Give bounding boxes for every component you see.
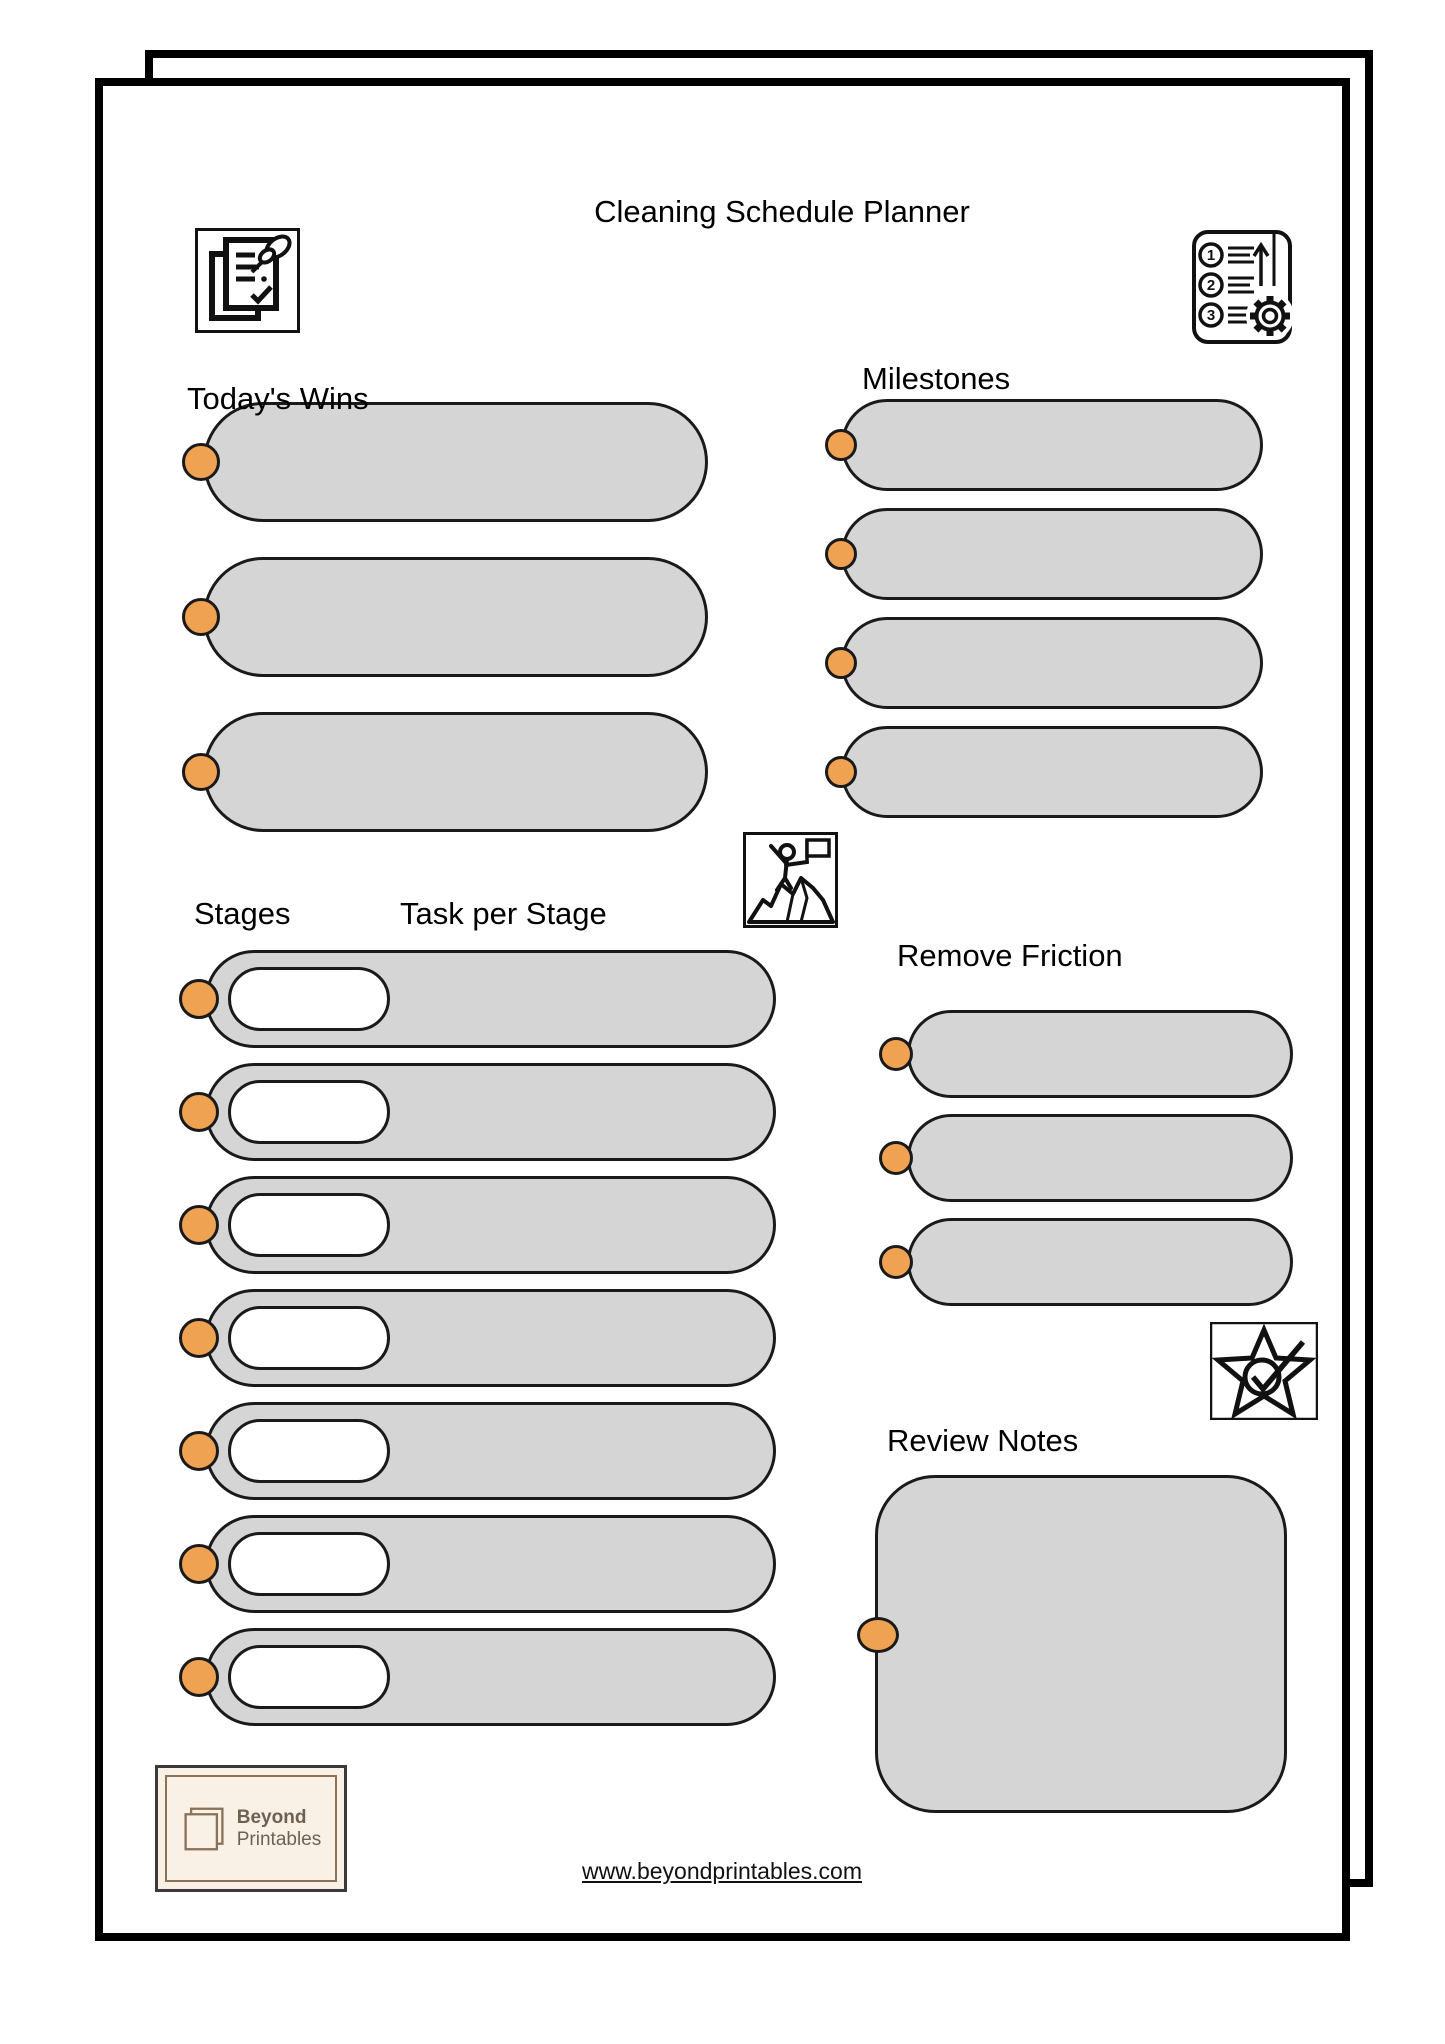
review-notes-heading: Review Notes bbox=[887, 1423, 1079, 1458]
stage-name-field[interactable] bbox=[228, 1419, 390, 1483]
bullet-marker bbox=[857, 1617, 899, 1653]
website-link[interactable]: www.beyondprintables.com bbox=[582, 1858, 862, 1884]
win-slot[interactable] bbox=[203, 557, 708, 677]
bullet-marker bbox=[179, 1205, 219, 1245]
brand-logo bbox=[155, 1765, 347, 1892]
bullet-marker bbox=[825, 429, 857, 461]
task-per-stage-heading: Task per Stage bbox=[400, 896, 607, 931]
friction-slot[interactable] bbox=[907, 1114, 1293, 1202]
bullet-marker bbox=[179, 1092, 219, 1132]
remove-friction-slots bbox=[907, 1010, 1293, 1306]
bullet-marker bbox=[825, 647, 857, 679]
stage-name-field[interactable] bbox=[228, 1080, 390, 1144]
bullet-marker bbox=[179, 1318, 219, 1358]
remove-friction-heading: Remove Friction bbox=[897, 938, 1123, 973]
todays-wins-slots bbox=[203, 402, 708, 832]
bullet-marker bbox=[879, 1037, 913, 1071]
milestone-slot[interactable] bbox=[841, 399, 1263, 491]
bullet-marker bbox=[825, 756, 857, 788]
checklist-pin-icon bbox=[195, 228, 300, 333]
stage-task-slot[interactable] bbox=[205, 1515, 776, 1613]
mountain-summit-flag-icon bbox=[743, 832, 838, 928]
bullet-marker bbox=[182, 598, 220, 636]
star-check-icon bbox=[1210, 1322, 1318, 1420]
milestone-slot[interactable] bbox=[841, 508, 1263, 600]
bullet-marker bbox=[182, 443, 220, 481]
stage-name-field[interactable] bbox=[228, 967, 390, 1031]
milestone-slot[interactable] bbox=[841, 726, 1263, 818]
stage-task-slot[interactable] bbox=[205, 1402, 776, 1500]
stage-name-field[interactable] bbox=[228, 1306, 390, 1370]
friction-slot[interactable] bbox=[907, 1010, 1293, 1098]
stage-name-field[interactable] bbox=[228, 1645, 390, 1709]
brand-logo-frame bbox=[165, 1775, 337, 1882]
bullet-marker bbox=[182, 753, 220, 791]
stage-task-slot[interactable] bbox=[205, 1176, 776, 1274]
win-slot[interactable] bbox=[203, 712, 708, 832]
stage-task-slot[interactable] bbox=[205, 1063, 776, 1161]
milestones-slots bbox=[841, 399, 1263, 818]
bullet-marker bbox=[179, 979, 219, 1019]
bullet-marker bbox=[179, 1431, 219, 1471]
numbered-steps-gear-icon bbox=[1188, 228, 1303, 346]
stacked-pages-icon bbox=[181, 1804, 227, 1854]
stage-task-slot[interactable] bbox=[205, 1628, 776, 1726]
review-notes-field[interactable] bbox=[875, 1475, 1287, 1813]
milestone-slot[interactable] bbox=[841, 617, 1263, 709]
brand-name-line1: Beyond bbox=[236, 1806, 307, 1828]
win-slot[interactable] bbox=[203, 402, 708, 522]
step-number-2: 2 bbox=[1206, 277, 1216, 294]
bullet-marker bbox=[879, 1141, 913, 1175]
step-number-1: 1 bbox=[1206, 247, 1216, 264]
bullet-marker bbox=[879, 1245, 913, 1279]
bullet-marker bbox=[825, 538, 857, 570]
brand-name bbox=[237, 1807, 322, 1851]
bullet-marker bbox=[179, 1657, 219, 1697]
stage-task-slot[interactable] bbox=[205, 950, 776, 1048]
step-number-3: 3 bbox=[1206, 307, 1216, 324]
friction-slot[interactable] bbox=[907, 1218, 1293, 1306]
stage-name-field[interactable] bbox=[228, 1532, 390, 1596]
stage-name-field[interactable] bbox=[228, 1193, 390, 1257]
brand-name-line2: Printables bbox=[236, 1828, 322, 1850]
stage-task-slot[interactable] bbox=[205, 1289, 776, 1387]
stages-slots bbox=[205, 950, 776, 1726]
stages-heading: Stages bbox=[194, 896, 291, 931]
milestones-heading: Milestones bbox=[862, 361, 1011, 396]
page-title: Cleaning Schedule Planner bbox=[594, 194, 970, 229]
bullet-marker bbox=[179, 1544, 219, 1584]
todays-wins-heading: Today's Wins bbox=[187, 381, 369, 416]
